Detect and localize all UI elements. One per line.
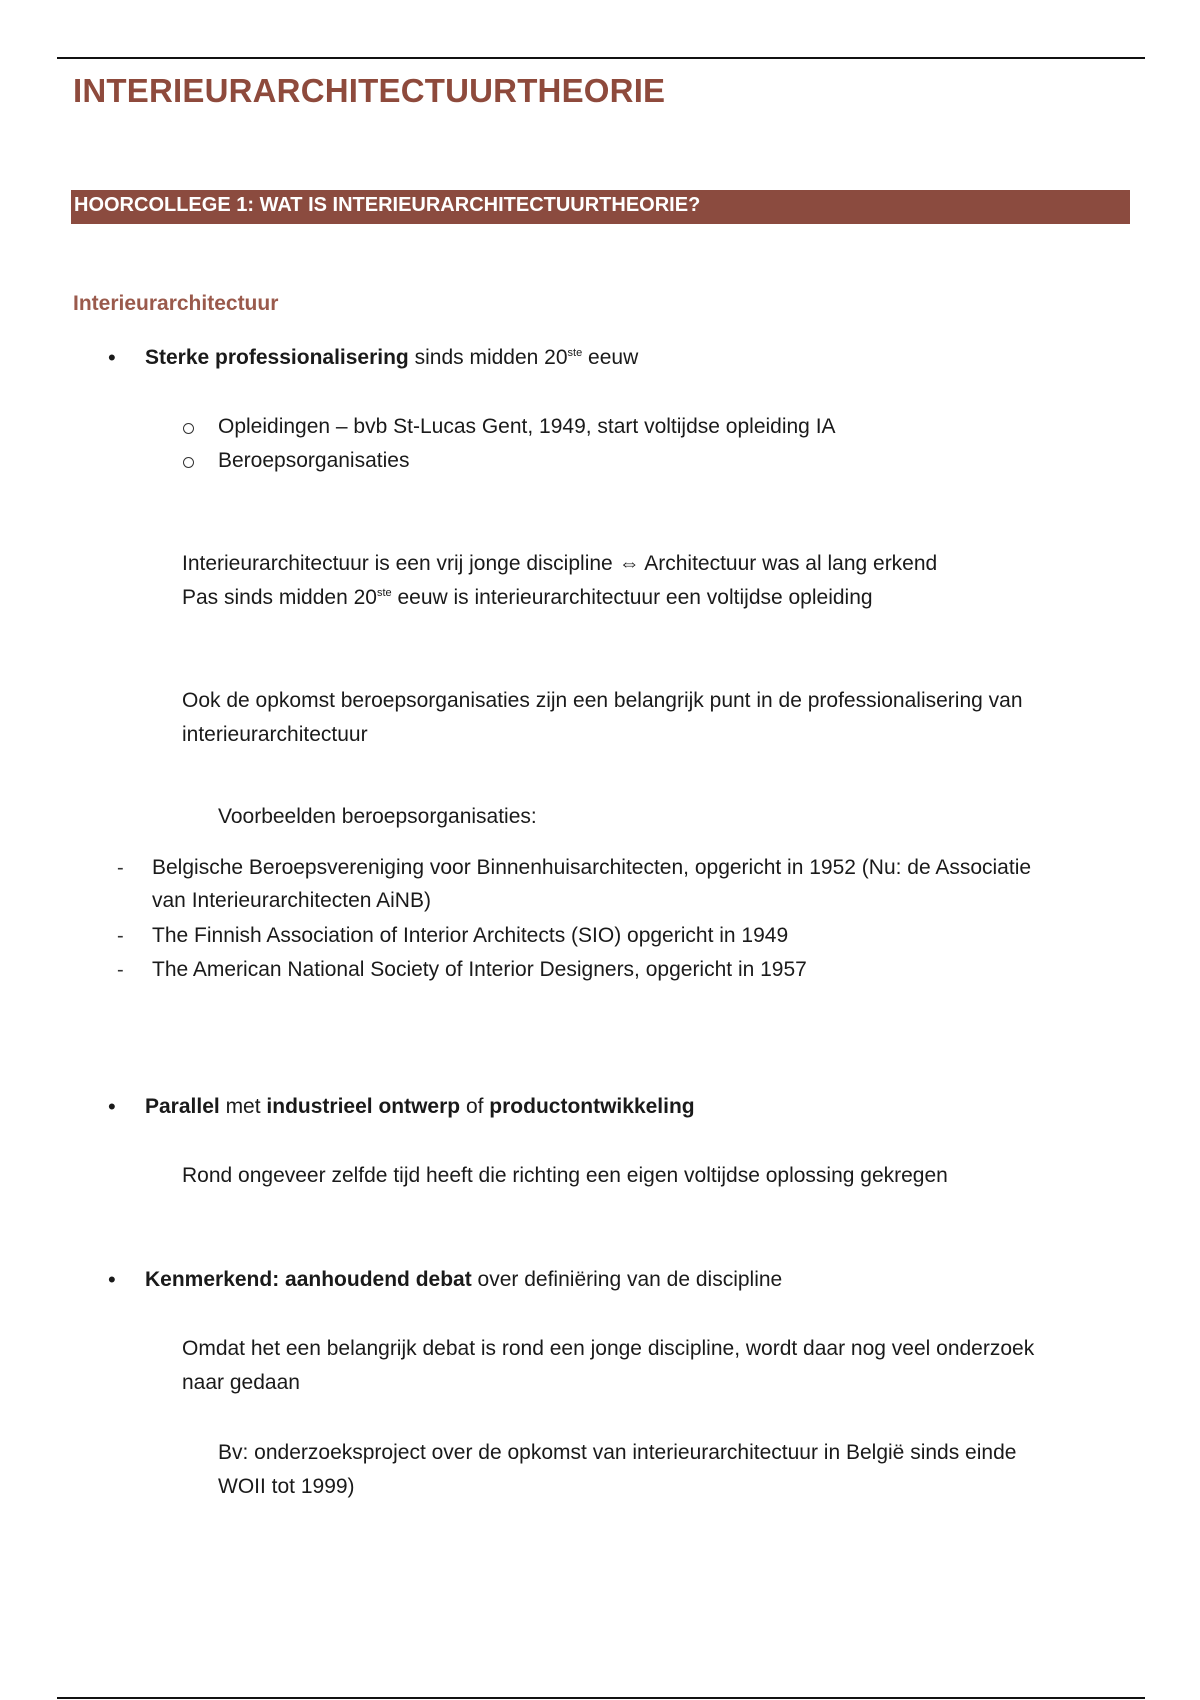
bullet-1-text bbox=[145, 346, 638, 370]
bullet-1-sup: ste bbox=[567, 347, 583, 359]
sub-bullet-1: Opleidingen – bvb St-Lucas Gent, 1949, start voltijdse opleiding IA bbox=[218, 415, 836, 438]
example-3: The American National Society of Interior Designers, opgericht in 1957 bbox=[152, 958, 807, 981]
example-research-line1: Bv: onderzoeksproject over de opkomst van interieurarchitectuur in België sinds einde bbox=[218, 1441, 1017, 1464]
bullet-icon: • bbox=[108, 1094, 116, 1119]
bullet-1-bold: Sterke professionalisering bbox=[145, 346, 409, 369]
bullet-2-mid: met bbox=[219, 1095, 267, 1118]
example-research-line2: WOII tot 1999) bbox=[218, 1475, 355, 1498]
bullet-2-paragraph: Rond ongeveer zelfde tijd heeft die richting een eigen voltijdse oplossing gekregen bbox=[182, 1164, 948, 1187]
bullet-3-text bbox=[145, 1268, 782, 1292]
para1-line1b: Architectuur was al lang erkend bbox=[639, 552, 938, 575]
bullet-icon: • bbox=[108, 1267, 116, 1292]
para2-line1: Ook de opkomst beroepsorganisaties zijn een belangrijk punt in de professionalisering van bbox=[182, 689, 1023, 712]
subheading: Interieurarchitectuur bbox=[73, 292, 279, 315]
para2-line2: interieurarchitectuur bbox=[182, 723, 368, 746]
para1-line2b: eeuw is interieurarchitectuur een voltijdse opleiding bbox=[391, 586, 873, 609]
double-arrow-icon: ⇔ bbox=[618, 552, 640, 575]
bullet-3-para-line2: naar gedaan bbox=[182, 1371, 300, 1394]
para1-line2 bbox=[182, 586, 873, 610]
para1-line1a: Interieurarchitectuur is een vrij jonge discipline bbox=[182, 552, 619, 575]
example-2: The Finnish Association of Interior Architects (SIO) opgericht in 1949 bbox=[152, 924, 789, 947]
section-banner: HOORCOLLEGE 1: WAT IS INTERIEURARCHITECTUURTHEORIE? bbox=[71, 190, 1130, 224]
bullet-2-bold3: productontwikkeling bbox=[489, 1095, 695, 1118]
bullet-2-mid2: of bbox=[460, 1095, 490, 1118]
bullet-1-mid: sinds midden 20 bbox=[408, 346, 568, 369]
top-rule bbox=[57, 57, 1145, 59]
bullet-3-bold: Kenmerkend: aanhoudend debat bbox=[145, 1268, 472, 1291]
bottom-rule bbox=[57, 1697, 1145, 1699]
para1-line1 bbox=[182, 552, 937, 576]
bullet-2-bold2: industrieel ontwerp bbox=[266, 1095, 461, 1118]
example-1-line2: van Interieurarchitecten AiNB) bbox=[152, 889, 431, 912]
dash-bullet-icon: - bbox=[117, 857, 124, 879]
examples-label: Voorbeelden beroepsorganisaties: bbox=[218, 805, 537, 828]
bullet-2-text bbox=[145, 1095, 695, 1119]
para1-line2-sup: ste bbox=[376, 587, 392, 599]
example-1-line1: Belgische Beroepsvereniging voor Binnenhuisarchitecten, opgericht in 1952 (Nu: de Associatie bbox=[152, 856, 1032, 879]
bullet-2-bold1: Parallel bbox=[145, 1095, 220, 1118]
bullet-icon: • bbox=[108, 345, 116, 370]
para1-line2a: Pas sinds midden 20 bbox=[182, 586, 377, 609]
circle-bullet-icon bbox=[183, 457, 194, 468]
bullet-1-end: eeuw bbox=[582, 346, 639, 369]
bullet-3-para-line1: Omdat het een belangrijk debat is rond een jonge discipline, wordt daar nog veel onderzoek bbox=[182, 1337, 1035, 1360]
document-title: INTERIEURARCHITECTUURTHEORIE bbox=[73, 72, 666, 109]
circle-bullet-icon bbox=[183, 423, 194, 434]
dash-bullet-icon: - bbox=[117, 959, 124, 981]
bullet-3-rest: over definiëring van de discipline bbox=[471, 1268, 783, 1291]
sub-bullet-2: Beroepsorganisaties bbox=[218, 449, 410, 472]
dash-bullet-icon: - bbox=[117, 925, 124, 947]
